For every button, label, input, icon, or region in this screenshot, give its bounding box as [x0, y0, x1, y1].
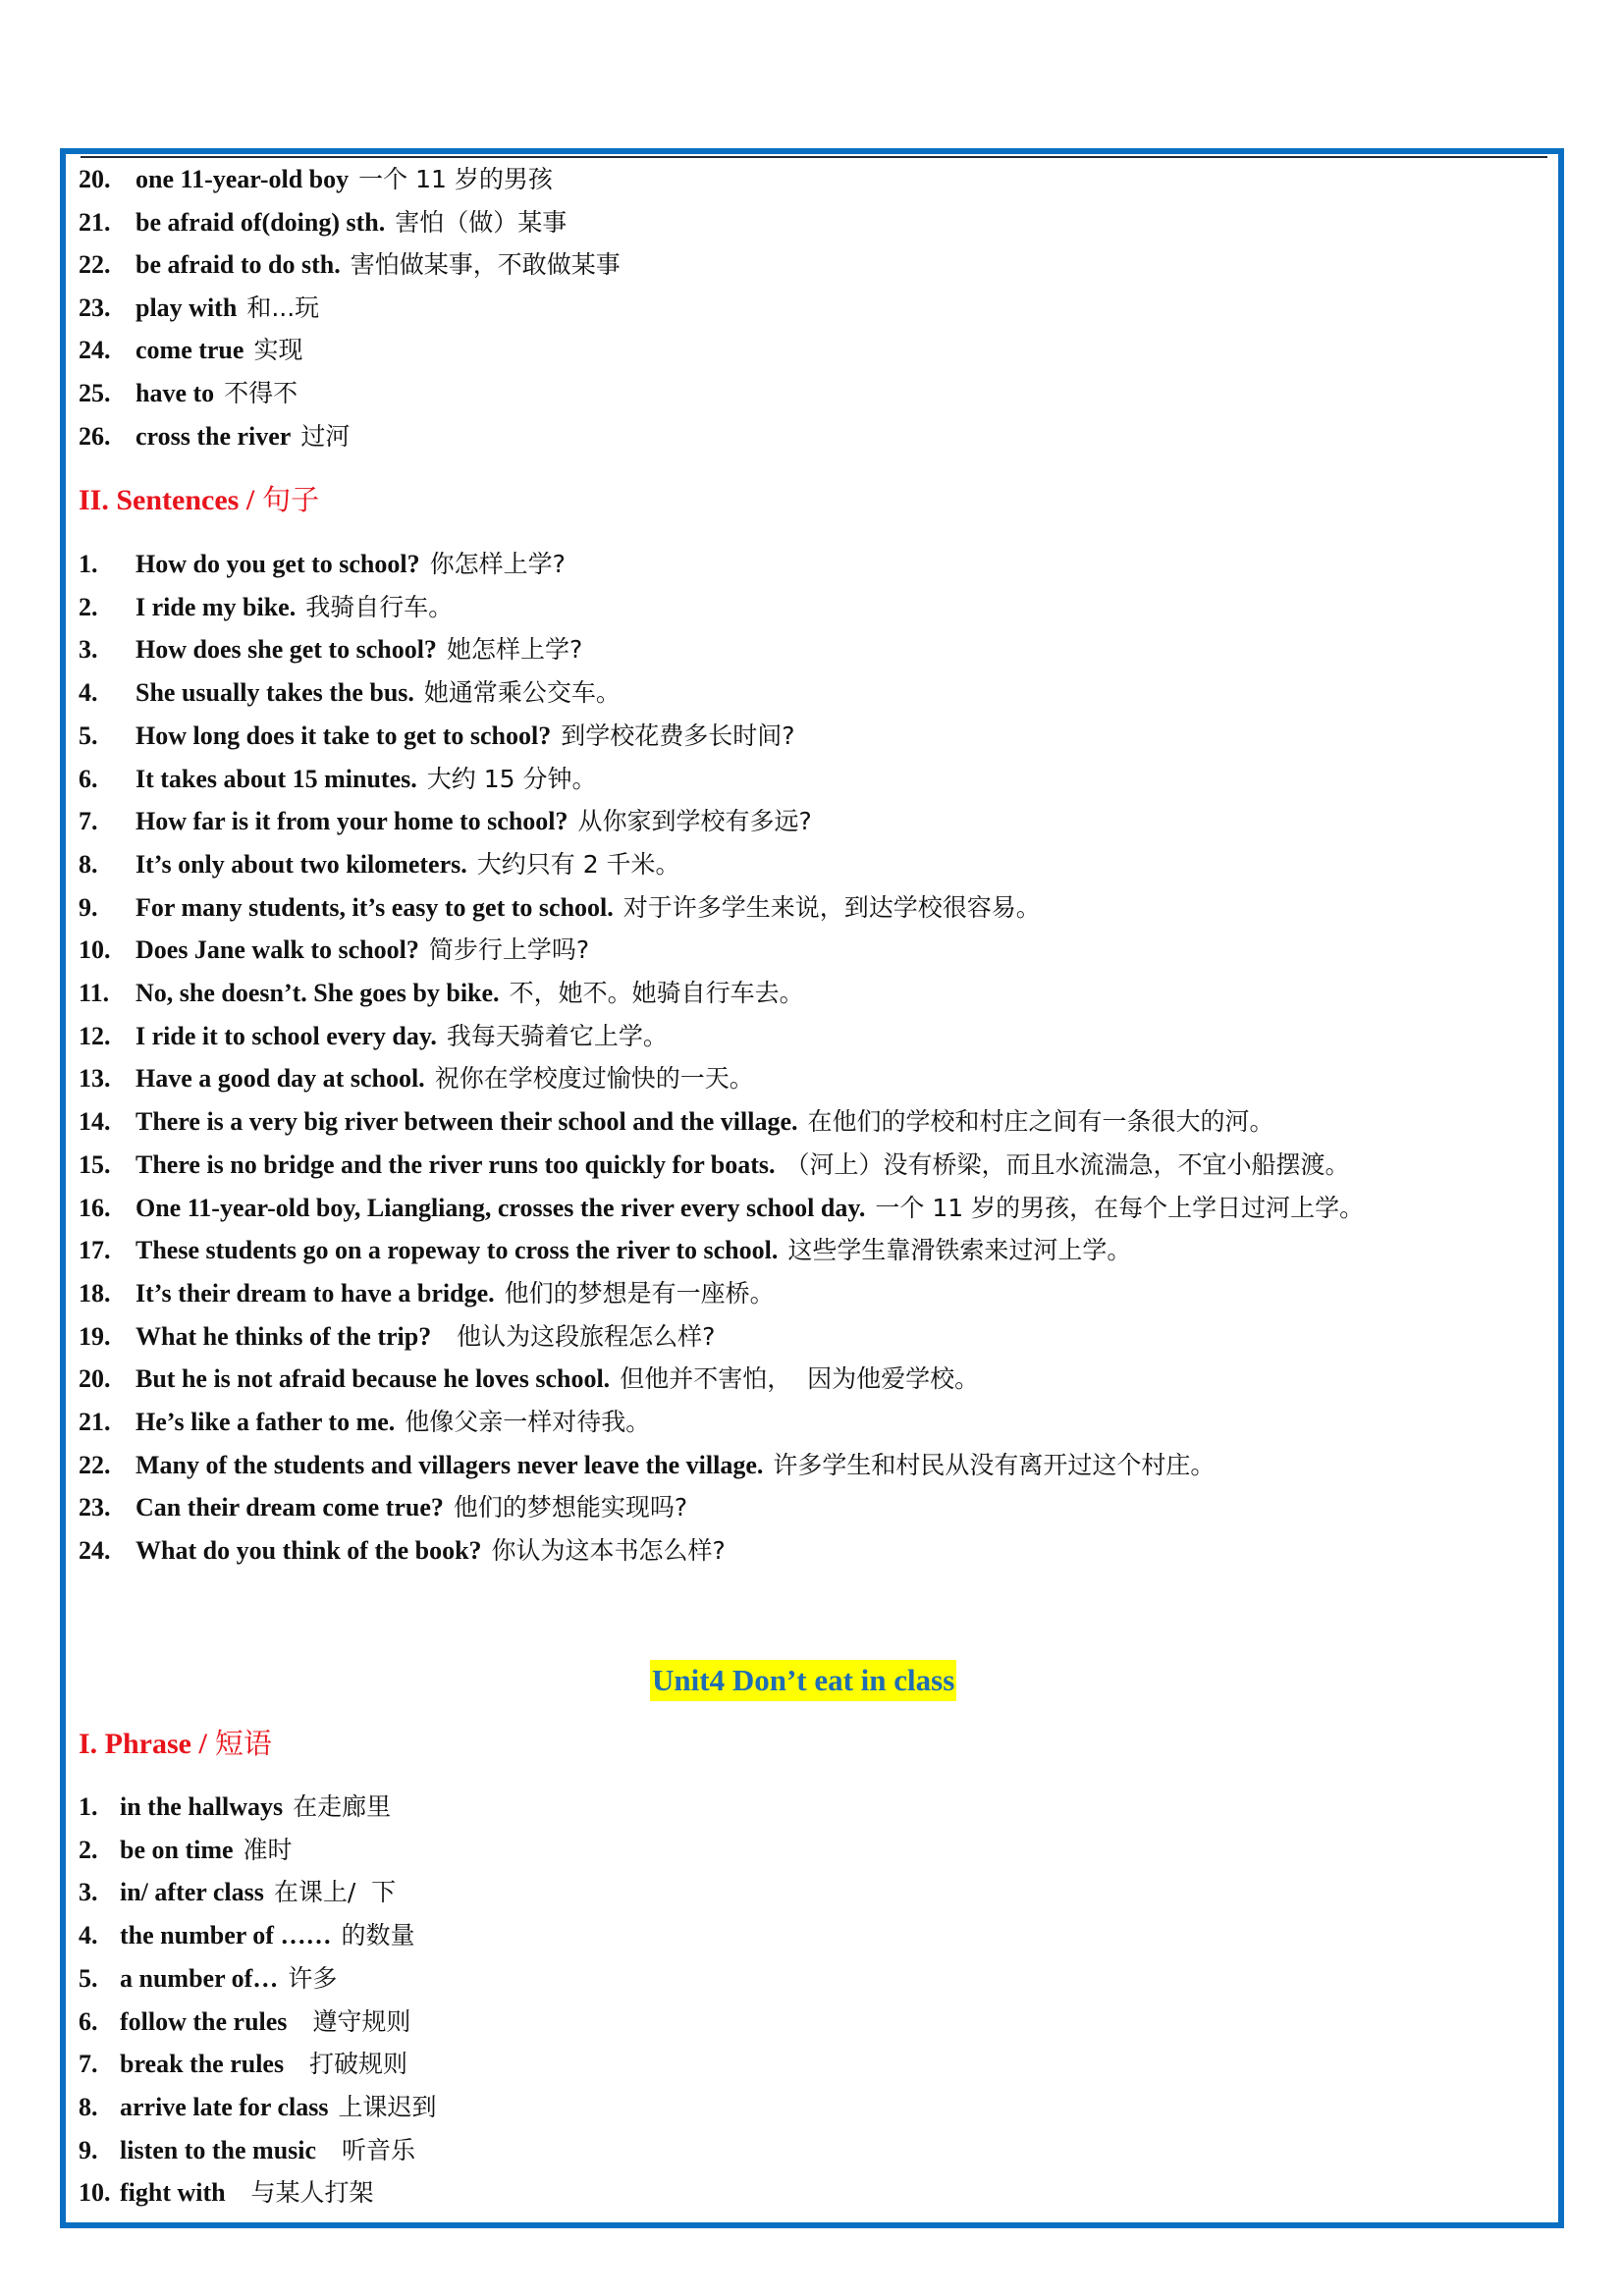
item-text	[135, 929, 589, 972]
item-english: Does Jane walk to school?	[135, 935, 419, 965]
item-chinese: 我每天骑着它上学。	[446, 1021, 668, 1050]
item-english: the number of ……	[120, 1921, 332, 1950]
item-english: be on time	[120, 1835, 234, 1864]
item-text	[135, 1015, 668, 1058]
item-english: be afraid to do sth.	[135, 250, 341, 280]
item-english: There is no bridge and the river runs too quickly for boats.	[135, 1149, 776, 1179]
item-number: 3.	[79, 635, 98, 665]
item-number: 6.	[79, 764, 98, 793]
item-number: 3.	[79, 1878, 98, 1907]
item-english: It’s only about two kilometers.	[135, 849, 467, 879]
item-number: 25.	[79, 379, 111, 407]
item-chinese: 在走廊里	[293, 1792, 392, 1821]
item-english: listen to the music	[120, 2135, 317, 2164]
item-text	[135, 1100, 1274, 1144]
item-english: How does she get to school?	[135, 635, 437, 665]
item-english: Many of the students and villagers never leave the village.	[135, 1450, 764, 1479]
sentences-header-en: II. Sentences /	[79, 484, 255, 516]
item-chinese: 从你家到学校有多远?	[577, 807, 812, 836]
item-english: What he thinks of the trip?	[135, 1321, 432, 1351]
item-chinese: 对于许多学生来说，到达学校很容易。	[622, 892, 1041, 922]
item-text	[120, 2171, 374, 2215]
item-number: 22.	[79, 250, 111, 280]
item-english: What do you think of the book?	[135, 1536, 482, 1566]
item-text	[135, 1444, 1215, 1487]
item-chinese: 简步行上学吗?	[428, 935, 590, 965]
item-text	[135, 1315, 715, 1359]
item-text	[135, 543, 566, 586]
item-text	[135, 886, 1041, 930]
item-number: 2.	[79, 1835, 98, 1864]
item-text	[120, 1957, 337, 2001]
item-english: follow the rules	[120, 2006, 288, 2036]
item-number: 9.	[79, 2135, 98, 2164]
item-text	[120, 1871, 396, 1914]
item-chinese: 上课迟到	[338, 2092, 437, 2121]
item-english: One 11-year-old boy, Liangliang, crosses the river every school day.	[135, 1193, 866, 1222]
item-english: in the hallways	[120, 1792, 284, 1821]
item-text	[135, 1187, 1364, 1230]
item-text	[135, 671, 621, 715]
phrase-header-en: I. Phrase /	[79, 1728, 207, 1760]
phrase-header-zh: 短语	[214, 1727, 272, 1760]
item-number: 13.	[79, 1064, 111, 1094]
item-number: 23.	[79, 1493, 111, 1522]
item-number: 17.	[79, 1236, 111, 1265]
item-english: There is a very big river between their school and the village.	[135, 1107, 798, 1137]
item-chinese: 她怎样上学?	[446, 635, 583, 665]
item-text	[135, 243, 621, 287]
item-text	[135, 329, 302, 372]
item-number: 24.	[79, 1536, 111, 1566]
item-english: It’s their dream to have a bridge.	[135, 1278, 495, 1308]
item-chinese: 到学校花费多长时间?	[561, 721, 795, 750]
item-text	[120, 1829, 293, 1872]
item-english: I ride my bike.	[135, 592, 297, 621]
item-chinese: 在课上/ 下	[273, 1878, 397, 1907]
item-text	[135, 158, 553, 201]
item-english: be afraid of(doing) sth.	[135, 207, 386, 237]
item-english: Have a good day at school.	[135, 1064, 425, 1094]
item-number: 10.	[79, 2178, 111, 2208]
item-number: 6.	[79, 2006, 98, 2036]
item-chinese: 这些学生靠滑铁索来过河上学。	[787, 1236, 1132, 1265]
item-english: have to	[135, 379, 215, 407]
item-text	[135, 1486, 687, 1529]
item-english: break the rules	[120, 2050, 285, 2079]
item-chinese: 你怎样上学?	[429, 550, 566, 578]
item-number: 16.	[79, 1193, 111, 1222]
item-chinese: 不得不	[224, 379, 298, 407]
item-chinese: 许多学生和村民从没有离开过这个村庄。	[773, 1450, 1216, 1479]
item-number: 20.	[79, 165, 111, 193]
item-chinese: 准时	[243, 1835, 293, 1864]
item-text	[135, 1272, 775, 1315]
item-chinese: 和...玩	[246, 293, 320, 322]
item-text	[135, 586, 453, 629]
item-chinese: 但他并不害怕， 因为他爱学校。	[620, 1364, 980, 1394]
item-chinese: 她通常乘公交车。	[423, 678, 621, 708]
item-chinese: （河上）没有桥梁，而且水流湍急，不宜小船摆渡。	[784, 1149, 1350, 1179]
item-text	[135, 1229, 1131, 1272]
phrase-section-header	[79, 1722, 272, 1765]
item-number: 8.	[79, 849, 98, 879]
item-english: arrive late for class	[120, 2092, 329, 2121]
item-text	[135, 1358, 979, 1401]
item-text	[135, 715, 794, 758]
item-number: 8.	[79, 2092, 98, 2121]
item-chinese: 他像父亲一样对待我。	[405, 1408, 651, 1436]
item-english: cross the river	[135, 421, 292, 451]
item-number: 18.	[79, 1278, 111, 1308]
item-english: come true	[135, 336, 244, 365]
item-text	[135, 1144, 1350, 1187]
item-number: 10.	[79, 935, 111, 965]
item-chinese: 大约 15 分钟。	[426, 764, 597, 793]
item-chinese: 你认为这本书怎么样?	[491, 1536, 726, 1566]
item-number: 20.	[79, 1364, 111, 1394]
item-number: 4.	[79, 1921, 98, 1950]
item-chinese: 的数量	[341, 1921, 415, 1950]
item-number: 7.	[79, 807, 98, 836]
item-text	[135, 972, 804, 1015]
item-text	[120, 2129, 415, 2172]
item-text	[135, 372, 298, 415]
item-number: 1.	[79, 550, 98, 578]
item-text	[135, 201, 567, 244]
item-number: 2.	[79, 592, 98, 621]
item-chinese: 一个 11 岁的男孩，在每个上学日过河上学。	[875, 1193, 1365, 1222]
item-chinese: 大约只有 2 千米。	[476, 849, 680, 879]
item-english: She usually takes the bus.	[135, 678, 414, 708]
item-text	[135, 287, 319, 330]
item-chinese: 害怕做某事，不敢做某事	[350, 250, 621, 280]
item-number: 26.	[79, 421, 111, 451]
item-chinese: 与某人打架	[235, 2178, 374, 2208]
item-chinese: 不，她不。她骑自行车去。	[509, 979, 804, 1007]
sentences-header-zh: 句子	[262, 483, 320, 516]
item-text	[120, 2043, 407, 2086]
item-number: 5.	[79, 1963, 98, 1993]
item-text	[135, 758, 596, 801]
item-english: fight with	[120, 2178, 226, 2208]
item-text	[135, 415, 350, 458]
item-english: How far is it from your home to school?	[135, 807, 568, 836]
item-chinese: 过河	[300, 421, 351, 451]
item-chinese: 祝你在学校度过愉快的一天。	[434, 1064, 754, 1094]
item-number: 19.	[79, 1321, 111, 1351]
item-number: 5.	[79, 721, 98, 750]
item-text	[120, 2086, 437, 2129]
item-chinese: 听音乐	[326, 2135, 415, 2164]
item-chinese: 他们的梦想能实现吗?	[453, 1493, 688, 1522]
sentences-section-header	[79, 478, 319, 521]
item-text	[120, 1786, 391, 1829]
item-number: 24.	[79, 336, 111, 365]
item-number: 21.	[79, 1408, 111, 1436]
item-number: 15.	[79, 1149, 111, 1179]
item-number: 22.	[79, 1450, 111, 1479]
item-chinese: 遵守规则	[297, 2006, 411, 2036]
item-number: 7.	[79, 2050, 98, 2079]
item-number: 14.	[79, 1107, 111, 1137]
item-text	[120, 1914, 414, 1957]
item-chinese: 一个 11 岁的男孩	[358, 165, 553, 193]
item-chinese: 实现	[253, 336, 303, 365]
item-english: I ride it to school every day.	[135, 1021, 437, 1050]
item-english: in/ after class	[120, 1878, 264, 1907]
item-english: He’s like a father to me.	[135, 1408, 396, 1436]
item-text	[135, 1401, 650, 1444]
item-text	[135, 1529, 726, 1573]
item-text	[120, 2001, 410, 2044]
item-chinese: 他们的梦想是有一座桥。	[504, 1278, 775, 1308]
item-number: 23.	[79, 293, 111, 322]
item-number: 12.	[79, 1021, 111, 1050]
item-text	[135, 843, 680, 886]
item-chinese: 打破规则	[294, 2050, 407, 2079]
item-number: 4.	[79, 678, 98, 708]
unit-title: Unit4 Don’t eat in class	[650, 1660, 956, 1701]
item-english: a number of…	[120, 1963, 279, 1993]
item-english: It takes about 15 minutes.	[135, 764, 417, 793]
item-english: How long does it take to get to school?	[135, 721, 552, 750]
item-chinese: 许多	[288, 1963, 338, 1993]
item-chinese: 我骑自行车。	[305, 592, 454, 621]
item-chinese: 害怕（做）某事	[395, 207, 568, 237]
item-english: No, she doesn’t. She goes by bike.	[135, 979, 500, 1007]
item-english: Can their dream come true?	[135, 1493, 444, 1522]
item-english: play with	[135, 293, 238, 322]
item-english: How do you get to school?	[135, 550, 420, 578]
item-chinese: 他认为这段旅程怎么样?	[441, 1321, 716, 1351]
item-number: 21.	[79, 207, 111, 237]
item-english: These students go on a ropeway to cross the river to school.	[135, 1236, 779, 1265]
item-english: For many students, it’s easy to get to school.	[135, 892, 614, 922]
item-text	[135, 1057, 754, 1100]
item-number: 9.	[79, 892, 98, 922]
item-chinese: 在他们的学校和村庄之间有一条很大的河。	[807, 1107, 1274, 1137]
item-number: 1.	[79, 1792, 98, 1821]
item-english: one 11-year-old boy	[135, 165, 350, 193]
item-text	[135, 800, 812, 843]
item-text	[135, 628, 582, 671]
item-number: 11.	[79, 979, 110, 1007]
item-english: But he is not afraid because he loves school.	[135, 1364, 611, 1394]
